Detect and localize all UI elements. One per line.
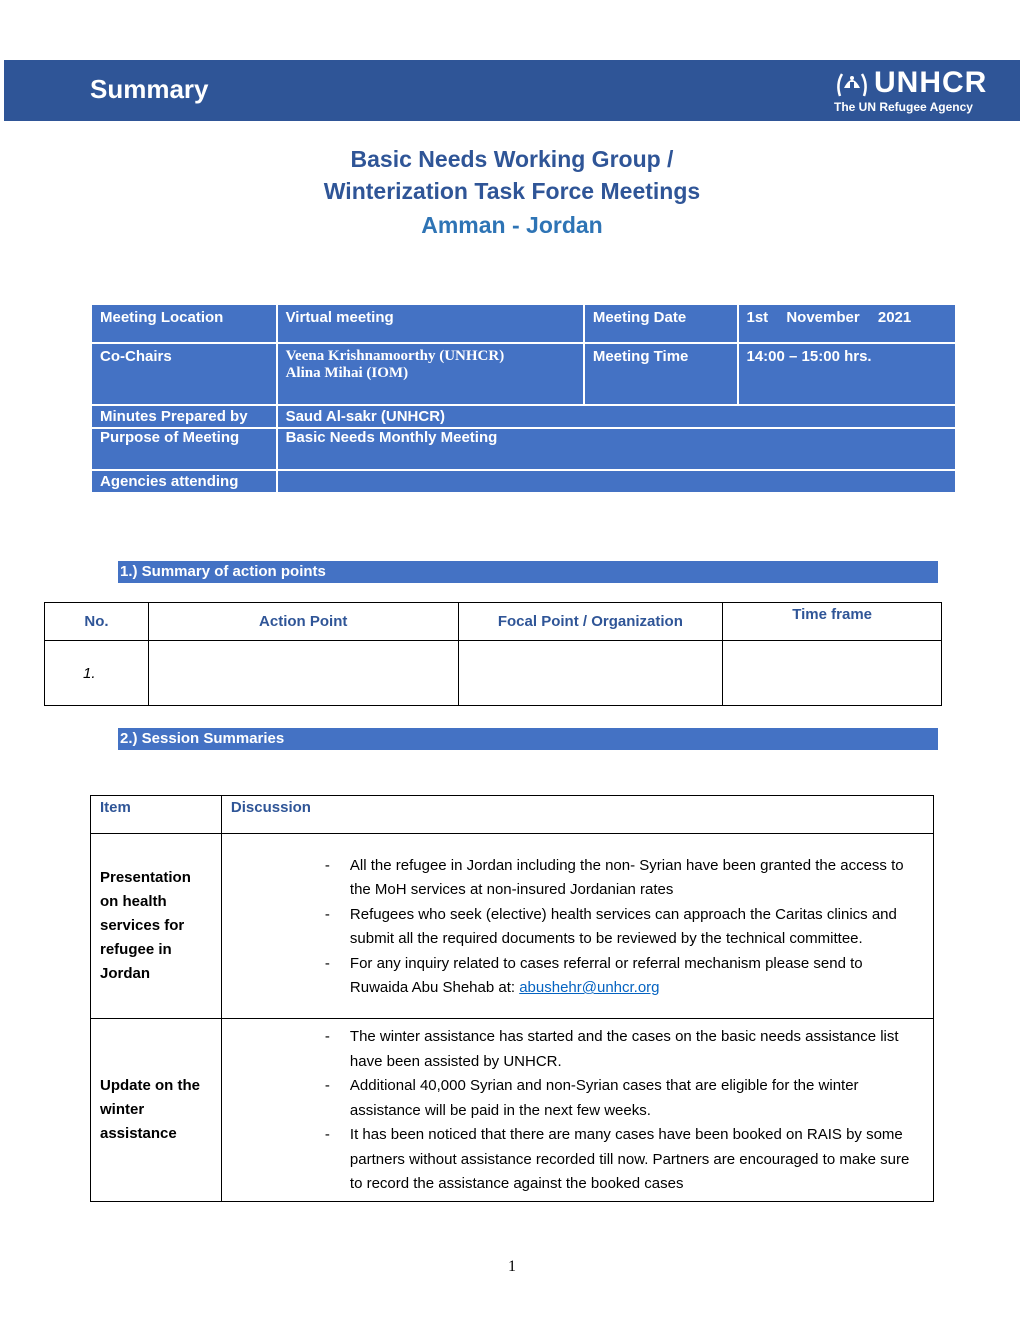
- doc-title-line-1: Basic Needs Working Group /: [350, 146, 674, 172]
- meeting-date-label: Meeting Date: [584, 304, 738, 343]
- doc-title-location: Amman - Jordan: [421, 212, 603, 238]
- meeting-info-table: [90, 303, 957, 494]
- col-header-item: Item: [91, 796, 222, 834]
- bullet-text: Refugees who seek (elective) health services can approach the Caritas clinics and submit all the required documents to be reviewed by the technical committee.: [349, 905, 897, 947]
- bullet-text: The winter assistance has started and the cases on the basic needs assistance list have been assisted by UNHCR.: [349, 1028, 899, 1070]
- meeting-date-value: 1st November 2021: [738, 304, 957, 343]
- list-item: [222, 952, 925, 1001]
- meeting-time-label: Meeting Time: [584, 343, 738, 405]
- discussion-winter-assistance: [221, 1019, 933, 1202]
- list-item: [222, 1025, 925, 1074]
- table-row: [45, 641, 942, 706]
- list-item: [222, 854, 925, 903]
- meeting-location-label: Meeting Location: [91, 304, 277, 343]
- meeting-location-value: Virtual meeting: [277, 304, 584, 343]
- logo-tagline: The UN Refugee Agency: [834, 100, 973, 114]
- agencies-value: [277, 470, 956, 493]
- doc-title-line-2: Winterization Task Force Meetings: [323, 178, 701, 204]
- table-row: [91, 834, 934, 1019]
- action-points-table: [44, 602, 942, 706]
- bullet-text: For any inquiry related to cases referral or referral mechanism please send to Ruwaida Abu Shehab at:: [349, 954, 863, 996]
- cochair-1: Veena Krishnamoorthy (UNHCR): [285, 348, 505, 364]
- list-item: [222, 1074, 925, 1123]
- list-item: [222, 903, 925, 952]
- bullet-marker: -: [324, 1126, 330, 1143]
- col-header-focal-point: Focal Point / Organization: [458, 603, 723, 641]
- section-header-action-points: 1.) Summary of action points: [118, 561, 938, 583]
- bullet-marker: -: [324, 1077, 330, 1094]
- table-row: [91, 1019, 934, 1202]
- cochairs-label: Co-Chairs: [91, 343, 277, 405]
- bullet-text: All the refugee in Jordan including the non- Syrian have been granted the access to the MoH services at non-insured Jordanian rates: [349, 856, 904, 898]
- discussion-health-services: [221, 834, 933, 1019]
- section-header-session-summaries: 2.) Session Summaries: [118, 728, 938, 750]
- bullet-marker: -: [324, 905, 330, 923]
- list-item: [222, 1123, 925, 1197]
- col-header-action-point: Action Point: [148, 603, 458, 641]
- meeting-time-value: 14:00 – 15:00 hrs.: [738, 343, 957, 405]
- col-header-discussion: Discussion: [221, 796, 933, 834]
- header-title: Summary: [90, 74, 209, 104]
- header-banner: [4, 60, 1020, 121]
- purpose-value: Basic Needs Monthly Meeting: [277, 428, 956, 470]
- bullet-marker: -: [324, 954, 330, 972]
- minutes-prepared-label: Minutes Prepared by: [91, 405, 277, 428]
- page-number: 1: [508, 1258, 516, 1275]
- cell-no: 1.: [45, 641, 149, 706]
- cell-time-frame: [723, 641, 942, 706]
- logo-name: UNHCR: [874, 66, 988, 99]
- unhcr-emblem-icon: [834, 68, 870, 100]
- cell-focal-point: [458, 641, 723, 706]
- bullet-text: It has been noticed that there are many cases have been booked on RAIS by some partners without assistance recorded till now. Partners are encouraged to make sure to record the assistance against the booked cases: [349, 1126, 910, 1192]
- session-summaries-table: [90, 795, 934, 1202]
- cochairs-value: [277, 343, 584, 405]
- bullet-text-with-link: [350, 952, 925, 1001]
- item-health-services: Presentation on health services for refugee in Jordan: [91, 834, 222, 1019]
- col-header-time-frame: Time frame: [723, 603, 942, 641]
- unhcr-logo: [834, 66, 1004, 116]
- email-link[interactable]: abushehr@unhcr.org: [519, 979, 660, 996]
- bullet-marker: -: [324, 856, 330, 874]
- bullet-marker: -: [324, 1028, 330, 1045]
- cell-action-point: [148, 641, 458, 706]
- agencies-label: Agencies attending: [91, 470, 277, 493]
- purpose-label: Purpose of Meeting: [91, 428, 277, 470]
- col-header-no: No.: [45, 603, 149, 641]
- cochair-2: Alina Mihai (IOM): [285, 365, 409, 381]
- bullet-text: Additional 40,000 Syrian and non-Syrian cases that are eligible for the winter assistance will be paid in the next few weeks.: [349, 1077, 859, 1119]
- minutes-prepared-value: Saud Al-sakr (UNHCR): [277, 405, 956, 428]
- item-winter-assistance: Update on the winter assistance: [91, 1019, 222, 1202]
